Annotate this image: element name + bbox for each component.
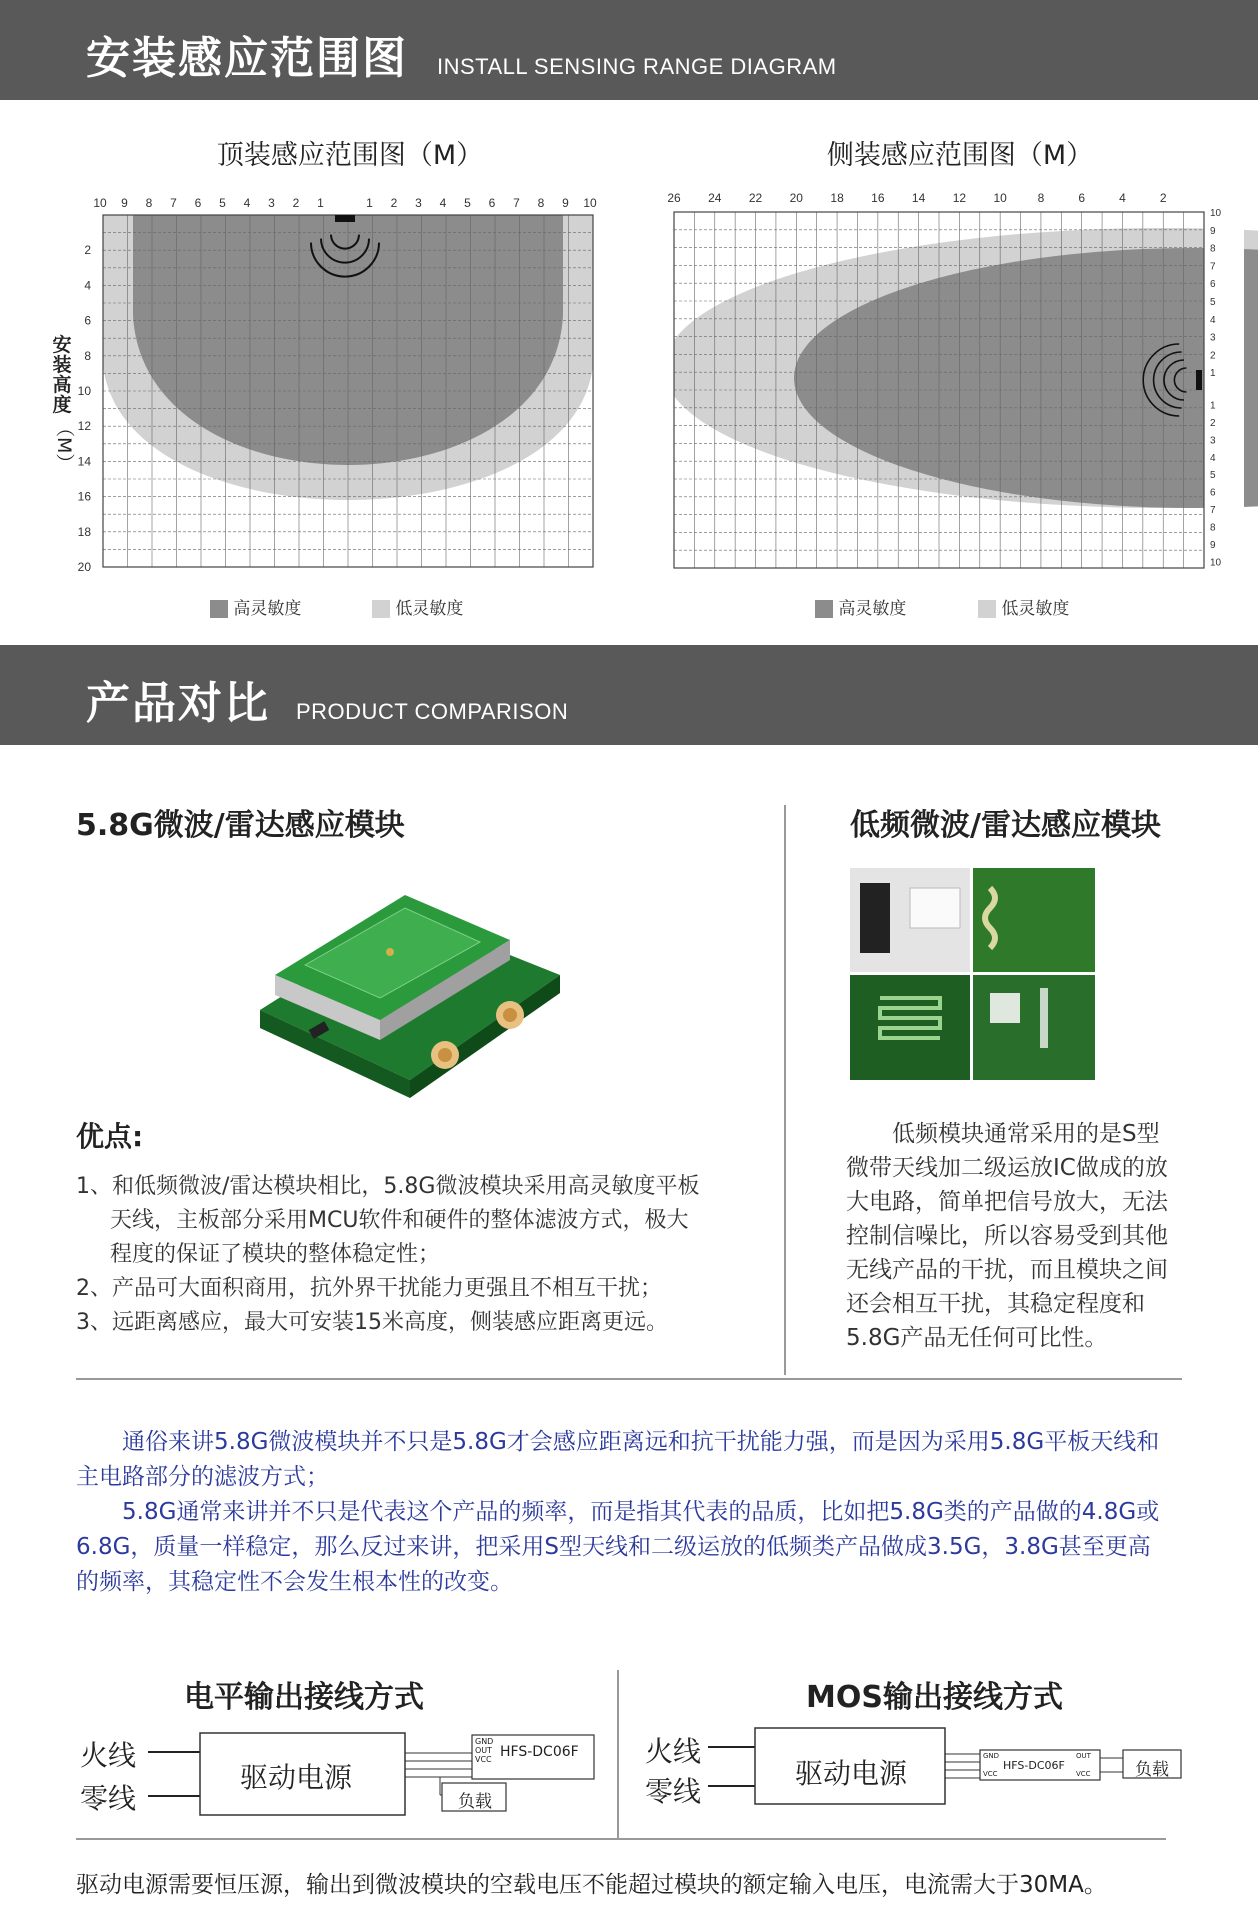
y-tick-label: 2 [84,243,91,258]
legend-label: 低灵敏度 [395,599,464,619]
x-tick-label: 4 [1119,191,1126,205]
description-line: 无线产品的干扰，而且模块之间 [846,1257,1168,1283]
y-tick-label: 5 [1210,297,1216,308]
top-chart-ylabel: 安装高度 [52,334,72,416]
explanation-line: 通俗来讲5.8G微波模块并不只是5.8G才会感应距离远和抗干扰能力强，而是因为采用5.8G平板天线和 [76,1429,1160,1455]
wiring-right-driver: 驱动电源 [795,1757,908,1790]
section-title-cn: 产品对比 [86,678,270,729]
left-product-heading: 5.8G微波/雷达感应模块 [76,808,405,843]
legend-swatch-low [978,600,996,618]
x-tick-label: 12 [952,191,967,205]
side-legend-high [815,594,906,619]
y-tick-label: 2 [1210,417,1216,429]
side-chart [660,182,1220,582]
legend-label: 低灵敏度 [1001,599,1070,619]
y-tick-label: 6 [1210,279,1216,291]
advantage-line: 3、远距离感应，最大可安装15米高度，侧装感应距离更远。 [76,1310,668,1335]
wiring-left-driver: 驱动电源 [240,1761,353,1794]
advantages-list [76,1170,756,1340]
top-chart-ylabel-unit: （M） [53,418,75,473]
wiring-left-pins [475,1737,493,1764]
side-legend-low [978,594,1069,619]
x-tick-label: 3 [268,196,275,210]
horizontal-divider [76,1378,1182,1380]
x-tick-label: 7 [513,196,520,210]
y-tick-label: 5 [1210,470,1216,482]
wiring-right-module: HFS-DC06F [1003,1759,1065,1772]
legend-swatch-high [815,600,833,618]
x-tick-label: 4 [243,196,251,210]
x-tick-label: 5 [219,196,226,210]
column-divider [784,805,786,1375]
y-tick-label: 4 [1210,314,1216,326]
legend-swatch-high [210,600,228,618]
x-tick-label: 10 [93,196,107,210]
chart-mask [674,568,1204,588]
wiring-right-pin-vcc-right: VCC [1076,1770,1091,1778]
x-tick-label: 10 [583,196,597,210]
y-tick-label: 10 [1210,557,1222,569]
y-tick-label: 20 [77,560,91,574]
description-line: 微带天线加二级运放IC做成的放 [846,1155,1168,1181]
x-tick-label: 26 [667,191,681,205]
top-chart [40,182,610,582]
wiring-right-neutral: 零线 [645,1775,702,1808]
x-tick-label: 1 [317,196,324,210]
x-tick-label: 9 [121,196,128,210]
y-tick-label: 10 [1210,208,1222,219]
y-tick-label: 18 [77,524,91,539]
explanation-line: 主电路部分的滤波方式； [76,1464,329,1490]
y-tick-label: 4 [84,278,91,293]
wiring-right-live: 火线 [645,1735,702,1768]
top-legend-low [372,594,463,619]
explanation-line: 6.8G，质量一样稳定，那么反过来讲，把采用S型天线和二级运放的低频类产品做成3.5G，3.8G甚至更高 [76,1534,1151,1560]
x-tick-label: 14 [911,191,926,205]
y-tick-label: 8 [1210,243,1216,255]
x-tick-label: 5 [464,196,471,210]
x-tick-label: 6 [194,196,202,210]
x-tick-label: 4 [439,196,447,210]
advantages-title: 优点: [76,1120,144,1153]
legend-label: 高灵敏度 [233,599,302,619]
chart-mask [660,182,674,582]
advantage-line: 1、和低频微波/雷达模块相比，5.8G微波模块采用高灵敏度平板 [76,1174,700,1199]
top-legend-high [210,594,301,619]
legend-label: 高灵敏度 [838,599,907,619]
x-tick-label: 2 [390,196,398,210]
y-tick-label: 6 [84,313,91,328]
x-tick-label: 8 [1037,191,1045,205]
x-tick-label: 8 [537,196,545,210]
x-tick-label: 6 [488,196,496,210]
x-tick-label: 1 [366,196,373,210]
y-tick-label: 1 [1210,368,1216,380]
legend-swatch-low [372,600,390,618]
advantage-line: 天线，主板部分采用MCU软件和硬件的整体滤波方式，极大 [110,1208,689,1233]
y-tick-label: 3 [1210,332,1216,344]
description-line: 还会相互干扰，其稳定程度和 [846,1291,1145,1317]
top-chart-title: 顶装感应范围图（M） [216,140,484,171]
right-product-heading: 低频微波/雷达感应模块 [850,808,1161,843]
y-tick-label: 6 [1210,487,1216,499]
wiring-right-title: MOS输出接线方式 [806,1680,1063,1715]
wiring-right-pin-vcc-left: VCC [983,1770,998,1778]
wiring-left-load: 负载 [458,1792,492,1812]
y-tick-label: 9 [1210,225,1216,237]
wiring-left-live: 火线 [80,1739,137,1772]
x-tick-label: 22 [748,191,763,205]
explanation-text [76,1425,1186,1600]
section-banner-comparison [0,645,1258,745]
sensor-icon [335,215,355,222]
low-frequency-module-collage [850,868,1095,1080]
low-frequency-description [846,1117,1191,1355]
x-tick-label: 10 [993,191,1007,205]
y-tick-label: 14 [77,454,91,469]
pin-label: OUT [475,1746,493,1755]
side-chart-title: 侧装感应范围图（M） [826,140,1094,171]
description-line: 大电路，简单把信号放大，无法 [846,1189,1168,1215]
y-tick-label: 10 [77,384,91,398]
x-tick-label: 2 [292,196,300,210]
x-tick-label: 2 [1159,191,1167,205]
y-tick-label: 16 [77,489,91,504]
sensor-icon [1196,370,1202,390]
y-tick-label: 8 [1210,522,1216,534]
description-line: 5.8G产品无任何可比性。 [846,1325,1108,1351]
y-tick-label: 7 [1210,505,1216,517]
x-tick-label: 20 [789,191,803,205]
wiring-left-module: HFS-DC06F [500,1744,579,1760]
wiring-left-neutral: 零线 [80,1782,137,1815]
y-tick-label: 2 [1210,350,1216,362]
wiring-right-pin-gnd: GND [983,1752,1000,1760]
y-tick-label: 9 [1210,539,1216,551]
wiring-left-diagram [140,1725,610,1835]
description-line: 控制信噪比，所以容易受到其他 [846,1223,1168,1249]
x-tick-label: 8 [145,196,153,210]
y-tick-label: 1 [1210,400,1216,412]
section-title-en: PRODUCT COMPARISON [296,699,569,724]
pin-label: VCC [475,1755,492,1764]
y-tick-label: 3 [1210,435,1216,447]
x-tick-label: 9 [562,196,569,210]
module-5-8g-image [240,880,570,1140]
x-tick-label: 16 [871,191,885,205]
section-banner-install [0,0,1258,100]
wiring-right-load: 负载 [1135,1760,1169,1780]
y-tick-label: 7 [1210,261,1216,273]
x-tick-label: 24 [708,191,722,205]
x-tick-label: 6 [1078,191,1086,205]
explanation-line: 5.8G通常来讲并不只是代表这个产品的频率，而是指其代表的品质，比如把5.8G类的产品做的4.8G或 [76,1499,1160,1525]
wiring-right-diagram [705,1722,1185,1822]
wiring-right-pin-out: OUT [1076,1752,1091,1760]
advantage-line: 程度的保证了模块的整体稳定性； [110,1242,441,1267]
footer-note: 驱动电源需要恒压源，输出到微波模块的空载电压不能超过模块的额定输入电压，电流需大于30MA。 [76,1872,1107,1898]
explanation-line: 的频率，其稳定性不会发生根本性的改变。 [76,1569,513,1595]
x-tick-label: 18 [830,191,844,205]
advantage-line: 2、产品可大面积商用，抗外界干扰能力更强且不相互干扰； [76,1276,662,1301]
description-line: 低频模块通常采用的是S型 [846,1121,1160,1147]
x-tick-label: 3 [415,196,422,210]
section-title-en: INSTALL SENSING RANGE DIAGRAM [437,54,837,79]
wiring-divider [617,1670,619,1840]
pin-label: GND [475,1737,494,1746]
wiring-bottom-divider [76,1838,1166,1840]
wiring-left-title: 电平输出接线方式 [184,1680,424,1715]
x-tick-label: 7 [170,196,177,210]
y-tick-label: 4 [1210,452,1216,464]
y-tick-label: 8 [84,348,91,363]
section-title-cn: 安装感应范围图 [86,33,408,84]
y-tick-label: 12 [77,419,91,434]
